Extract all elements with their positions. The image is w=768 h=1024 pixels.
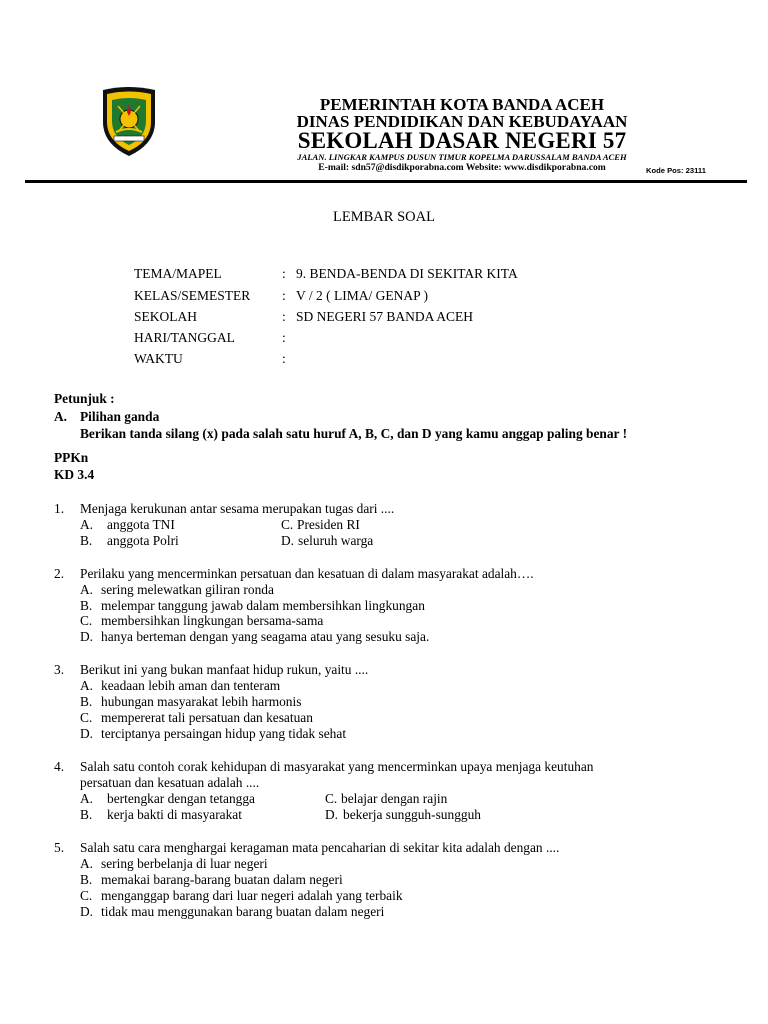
question-text-continued: persatuan dan kesatuan adalah .... bbox=[80, 775, 260, 790]
government-name: PEMERINTAH KOTA BANDA ACEH bbox=[319, 95, 605, 114]
question-number: 2. bbox=[54, 566, 65, 581]
department-name: DINAS PENDIDIKAN DAN KEBUDAYAAN bbox=[296, 112, 628, 131]
option-text: hubungan masyarakat lebih harmonis bbox=[101, 694, 302, 709]
option-letter: D. bbox=[325, 807, 339, 822]
question-number: 3. bbox=[54, 662, 65, 677]
info-label: HARI/TANGGAL bbox=[134, 330, 235, 345]
option-letter: B. bbox=[80, 598, 93, 613]
option-text: seluruh warga bbox=[298, 533, 374, 548]
option-letter: D. bbox=[80, 629, 94, 644]
option-letter: A. bbox=[80, 582, 94, 597]
option-text: bekerja sungguh-sungguh bbox=[343, 807, 481, 822]
option-letter: B. bbox=[80, 533, 93, 548]
instructions-heading: Petunjuk : bbox=[54, 391, 115, 406]
option-text: hanya berteman dengan yang seagama atau yang sesuku saja. bbox=[101, 629, 430, 644]
option-text: memakai barang-barang buatan dalam negeri bbox=[101, 872, 343, 887]
info-value: SD NEGERI 57 BANDA ACEH bbox=[296, 309, 474, 324]
option-text: keadaan lebih aman dan tenteram bbox=[101, 678, 281, 693]
question-text: Menjaga kerukunan antar sesama merupakan tugas dari .... bbox=[80, 501, 395, 516]
question-text: Salah satu contoh corak kehidupan di masyarakat yang mencerminkan upaya menjaga keutuhan bbox=[80, 759, 594, 774]
option-letter: C. bbox=[80, 613, 93, 628]
header-divider bbox=[25, 180, 747, 183]
section-title: Pilihan ganda bbox=[80, 409, 160, 424]
info-label: KELAS/SEMESTER bbox=[134, 288, 251, 303]
info-separator: : bbox=[282, 309, 286, 324]
info-label: WAKTU bbox=[134, 351, 183, 366]
option-text: sering berbelanja di luar negeri bbox=[101, 856, 268, 871]
question-number: 1. bbox=[54, 501, 65, 516]
school-contact: E-mail: sdn57@disdikporabna.com Website: www.disdikporabna.com bbox=[318, 162, 606, 173]
option-text: anggota Polri bbox=[107, 533, 179, 548]
option-letter: C. bbox=[325, 791, 338, 806]
option-letter: B. bbox=[80, 807, 93, 822]
info-separator: : bbox=[282, 351, 286, 366]
subject-label: PPKn bbox=[54, 450, 89, 465]
school-name: SEKOLAH DASAR NEGERI 57 bbox=[297, 128, 627, 153]
option-letter: D. bbox=[80, 904, 94, 919]
kd-label: KD 3.4 bbox=[54, 467, 95, 482]
question-text: Berikut ini yang bukan manfaat hidup rukun, yaitu .... bbox=[80, 662, 369, 677]
option-letter: A. bbox=[80, 517, 94, 532]
option-letter: D. bbox=[80, 726, 94, 741]
city-emblem-logo bbox=[100, 86, 158, 158]
school-address: JALAN. LINGKAR KAMPUS DUSUN TIMUR KOPELMA DARUSSALAM BANDA ACEH bbox=[297, 152, 627, 162]
option-text: sering melewatkan giliran ronda bbox=[101, 582, 274, 597]
section-letter: A. bbox=[54, 409, 68, 424]
option-text: mempererat tali persatuan dan kesatuan bbox=[101, 710, 313, 725]
question-number: 4. bbox=[54, 759, 65, 774]
info-separator: : bbox=[282, 288, 286, 303]
option-text: terciptanya persaingan hidup yang tidak sehat bbox=[101, 726, 347, 741]
option-letter: A. bbox=[80, 856, 94, 871]
document-title: LEMBAR SOAL bbox=[333, 209, 435, 225]
option-text: tidak mau menggunakan barang buatan dalam negeri bbox=[101, 904, 385, 919]
option-letter: D. bbox=[281, 533, 295, 548]
info-separator: : bbox=[282, 266, 286, 281]
option-letter: A. bbox=[80, 678, 94, 693]
option-text: bertengkar dengan tetangga bbox=[107, 791, 255, 806]
option-letter: A. bbox=[80, 791, 94, 806]
option-text: belajar dengan rajin bbox=[341, 791, 448, 806]
info-label: TEMA/MAPEL bbox=[134, 266, 222, 281]
postal-code: Kode Pos: 23111 bbox=[646, 166, 706, 175]
info-separator: : bbox=[282, 330, 286, 345]
option-letter: C. bbox=[80, 888, 93, 903]
option-letter: C. bbox=[281, 517, 294, 532]
option-text: anggota TNI bbox=[107, 517, 175, 532]
option-text: melempar tanggung jawab dalam membersihkan lingkungan bbox=[101, 598, 425, 613]
option-text: membersihkan lingkungan bersama-sama bbox=[101, 613, 324, 628]
option-text: kerja bakti di masyarakat bbox=[107, 807, 242, 822]
option-text: Presiden RI bbox=[297, 517, 360, 532]
info-value: 9. BENDA-BENDA DI SEKITAR KITA bbox=[296, 266, 518, 281]
question-text: Salah satu cara menghargai keragaman mata pencaharian di sekitar kita adalah dengan .... bbox=[80, 840, 560, 855]
option-letter: C. bbox=[80, 710, 93, 725]
option-letter: B. bbox=[80, 872, 93, 887]
instructions-text: Berikan tanda silang (x) pada salah satu huruf A, B, C, dan D yang kamu anggap paling benar ! bbox=[80, 426, 628, 441]
question-number: 5. bbox=[54, 840, 65, 855]
option-text: menganggap barang dari luar negeri adalah yang terbaik bbox=[101, 888, 403, 903]
info-label: SEKOLAH bbox=[134, 309, 197, 324]
question-text: Perilaku yang mencerminkan persatuan dan kesatuan di dalam masyarakat adalah…. bbox=[80, 566, 534, 581]
info-value: V / 2 ( LIMA/ GENAP ) bbox=[296, 288, 428, 303]
option-letter: B. bbox=[80, 694, 93, 709]
